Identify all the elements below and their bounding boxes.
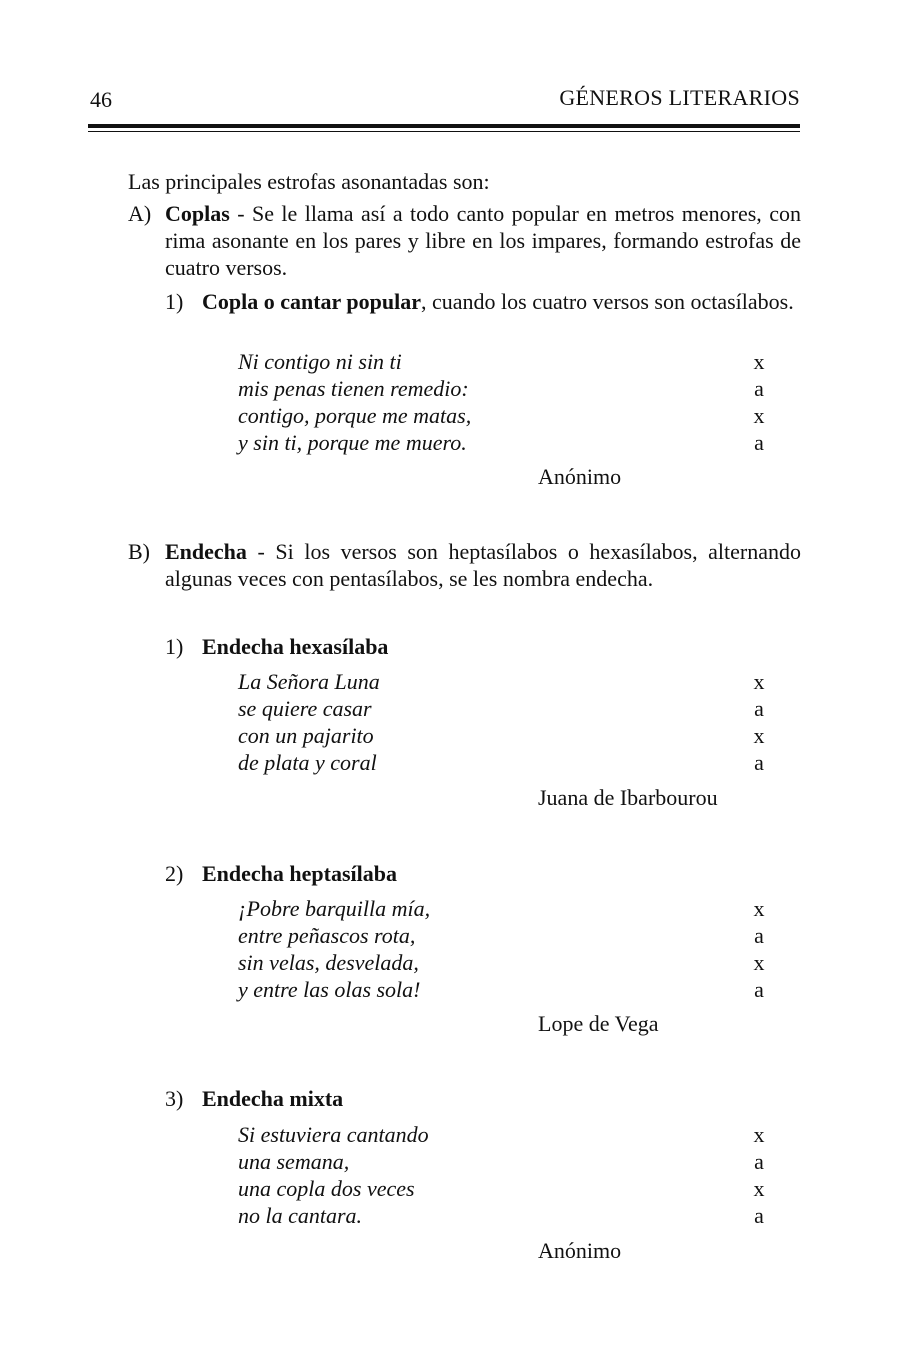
subsection-b2-term: Endecha heptasílaba	[202, 861, 397, 886]
section-a-term: Coplas	[165, 201, 230, 226]
subsection-a1-term: Copla o cantar popular	[202, 289, 422, 314]
verse-line: La Señora Luna	[238, 669, 380, 694]
rhyme-mark: a	[754, 430, 764, 455]
verse-line: de plata y coral	[238, 750, 377, 775]
rhyme-mark: x	[753, 950, 765, 975]
verse-line: entre peñascos rota,	[238, 923, 416, 948]
rhyme-mark: x	[753, 349, 765, 374]
subsection-b2-number: 2)	[165, 861, 184, 886]
section-b-paragraph	[165, 538, 801, 592]
subsection-a1-number: 1)	[165, 289, 184, 314]
subsection-b1-term: Endecha hexasílaba	[202, 634, 389, 659]
verse-line: y entre las olas sola!	[238, 977, 421, 1002]
verse-line: con un pajarito	[238, 723, 374, 748]
verse-line: sin velas, desvelada,	[238, 950, 419, 975]
verse-line: mis penas tienen remedio:	[238, 376, 469, 401]
verse-line: se quiere casar	[238, 696, 372, 721]
verse-line: Si estuviera cantando	[238, 1122, 429, 1147]
section-b-term: Endecha	[165, 539, 247, 564]
rhyme-mark: x	[753, 669, 765, 694]
rhyme-mark: x	[753, 1122, 765, 1147]
rhyme-mark: x	[753, 723, 765, 748]
subsection-a1-text: , cuando los cuatro versos son octasílabos.	[421, 289, 794, 314]
verse-line: ¡Pobre barquilla mía,	[238, 896, 431, 921]
header-rule-thin	[88, 131, 800, 132]
section-b-letter: B)	[128, 539, 150, 564]
rhyme-mark: x	[753, 403, 765, 428]
verse-author: Juana de Ibarbourou	[538, 785, 718, 810]
section-a-text: - Se le llama así a todo canto popular en metros menores, con rima asonante en los pares y libre en los impares, formando estrofas de cuatro versos.	[165, 201, 801, 280]
rhyme-mark: a	[754, 977, 764, 1002]
rhyme-mark: x	[753, 1176, 765, 1201]
rhyme-mark: a	[754, 696, 764, 721]
rhyme-mark: a	[754, 376, 764, 401]
rhyme-mark: a	[754, 750, 764, 775]
section-a-paragraph	[165, 200, 801, 281]
running-title: GÉNEROS LITERARIOS	[559, 85, 800, 110]
subsection-b3-term: Endecha mixta	[202, 1086, 344, 1111]
verse-author: Anónimo	[538, 1238, 622, 1263]
header-rule-thick	[88, 124, 800, 128]
subsection-b1-number: 1)	[165, 634, 184, 659]
verse-author: Anónimo	[538, 464, 622, 489]
verse-line: y sin ti, porque me muero.	[238, 430, 467, 455]
verse-line: Ni contigo ni sin ti	[238, 349, 402, 374]
section-a-letter: A)	[128, 201, 152, 226]
verse-line: contigo, porque me matas,	[238, 403, 472, 428]
section-b-text: - Si los versos son heptasílabos o hexasílabos, alternando algunas veces con pentasílabos, se les nombra endecha.	[165, 539, 801, 591]
subsection-a1-paragraph	[202, 288, 801, 315]
verse-line: una semana,	[238, 1149, 350, 1174]
verse-author: Lope de Vega	[538, 1011, 659, 1036]
page-number: 46	[90, 87, 112, 112]
rhyme-mark: a	[754, 1149, 764, 1174]
intro-text: Las principales estrofas asonantadas son:	[128, 169, 490, 194]
rhyme-mark: a	[754, 923, 764, 948]
rhyme-mark: x	[753, 896, 765, 921]
verse-line: no la cantara.	[238, 1203, 363, 1228]
verse-line: una copla dos veces	[238, 1176, 415, 1201]
subsection-b3-number: 3)	[165, 1086, 184, 1111]
rhyme-mark: a	[754, 1203, 764, 1228]
